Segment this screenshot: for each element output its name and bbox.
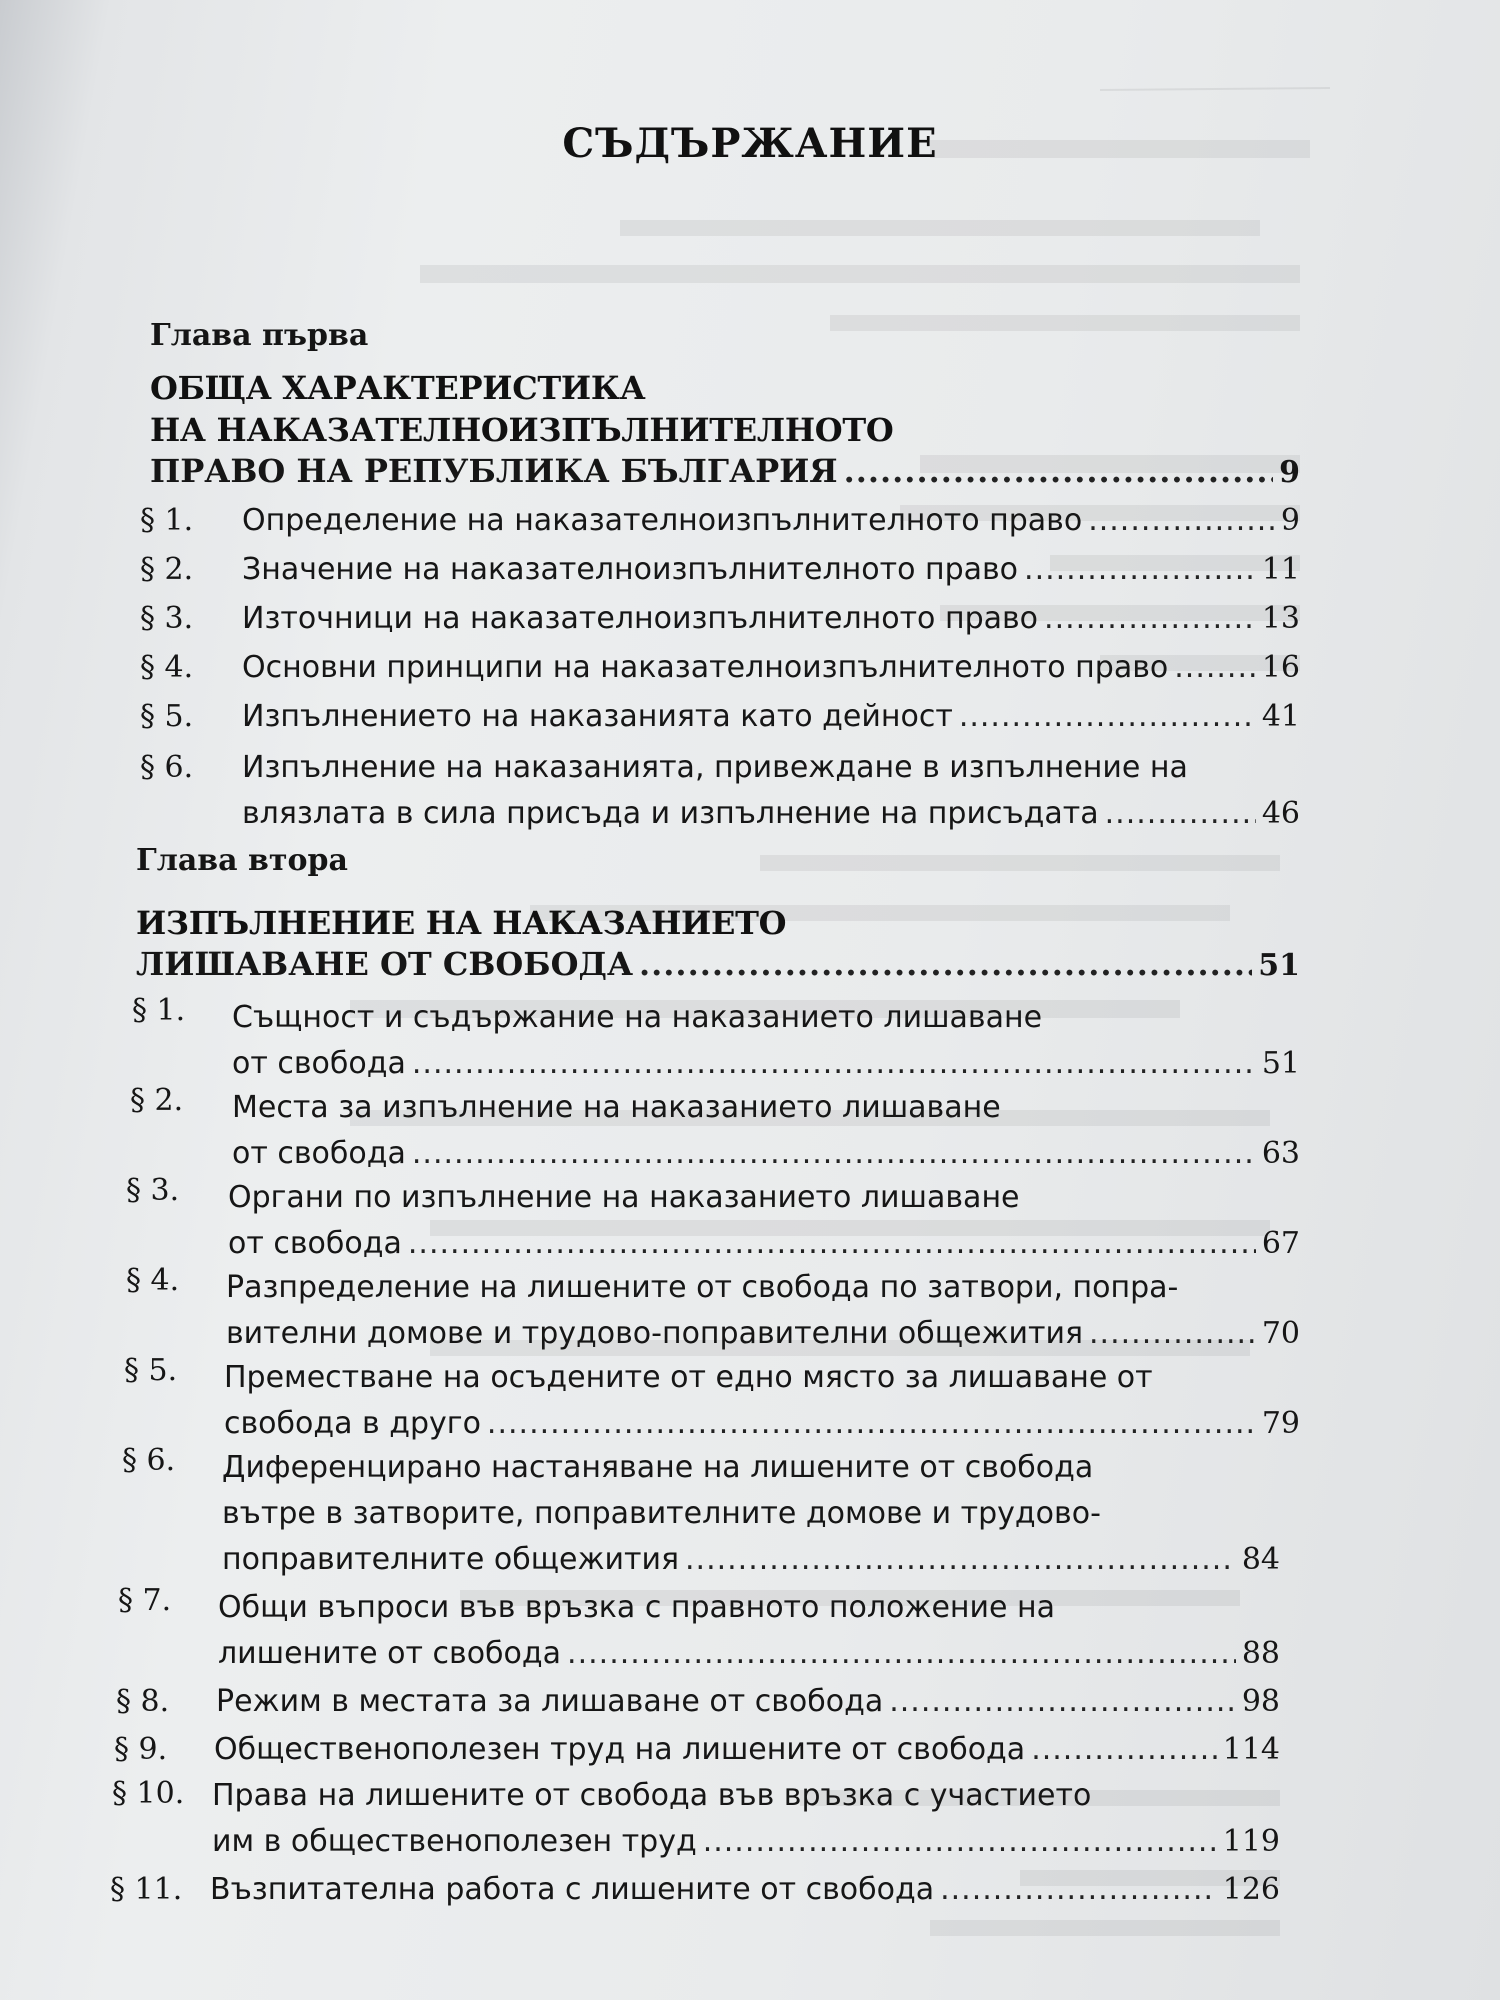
chapter-1-page: 9 <box>1279 455 1300 490</box>
toc-entry <box>212 1824 1280 1859</box>
chapter-2-heading-line-1: ИЗПЪЛНЕНИЕ НА НАКАЗАНИЕТО <box>136 904 787 942</box>
section-number: § 4. <box>140 650 194 685</box>
leader-dots <box>567 1636 1236 1671</box>
section-title-line: Диференцирано настаняване на лишените от свобода <box>222 1450 1094 1485</box>
section-number: § 2. <box>140 552 194 587</box>
leader-dots <box>412 1046 1256 1081</box>
toc-entry <box>232 1136 1300 1171</box>
toc-entry <box>228 1226 1300 1261</box>
section-title: Общественополезен труд на лишените от свобода <box>214 1732 1026 1767</box>
leader-dots <box>1088 503 1275 538</box>
chapter-1-label: Глава първа <box>150 318 369 353</box>
chapter-2-label: Глава втора <box>136 843 348 878</box>
section-title: вителни домове и трудово-поправителни общежития <box>226 1316 1084 1351</box>
section-number: § 7. <box>118 1583 172 1618</box>
section-title: Значение на наказателноизпълнителното право <box>242 552 1019 587</box>
section-number: § 1. <box>132 993 186 1028</box>
toc-entry <box>218 1636 1280 1671</box>
page-number: 13 <box>1261 601 1300 636</box>
section-title: поправителните общежития <box>222 1542 679 1577</box>
leader-dots <box>408 1226 1256 1261</box>
section-title-line: Права на лишените от свобода във връзка с участието <box>212 1778 1092 1813</box>
section-title-line: вътре в затворите, поправителните домове и трудово- <box>222 1496 1101 1531</box>
section-title: Източници на наказателноизпълнителното право <box>242 601 1039 636</box>
section-title-line: Общи въпроси във връзка с правното положение на <box>218 1590 1055 1625</box>
section-number: § 8. <box>116 1684 170 1719</box>
toc-entry <box>242 796 1300 831</box>
page-number: 63 <box>1261 1136 1300 1171</box>
section-number: § 3. <box>140 601 194 636</box>
toc-entry <box>232 1046 1300 1081</box>
section-number: § 6. <box>122 1443 176 1478</box>
leader-dots <box>639 945 1252 983</box>
section-title: свобода в друго <box>224 1406 481 1441</box>
leader-dots <box>1024 552 1256 587</box>
toc-entry <box>214 1732 1280 1767</box>
page-number: 126 <box>1222 1872 1280 1907</box>
leader-dots <box>487 1406 1256 1441</box>
section-number: § 11. <box>110 1872 183 1907</box>
section-number: § 5. <box>140 699 194 734</box>
chapter-1-heading-last: ПРАВО НА РЕПУБЛИКА БЪЛГАРИЯ <box>150 452 838 490</box>
leader-dots <box>959 699 1256 734</box>
section-number: § 3. <box>126 1173 180 1208</box>
toc-entry <box>222 1542 1280 1577</box>
leader-dots <box>940 1872 1217 1907</box>
toc-entry <box>242 650 1300 685</box>
section-title: им в общественополезен труд <box>212 1824 697 1859</box>
page-number: 119 <box>1222 1824 1280 1859</box>
chapter-1-heading-line-2: НА НАКАЗАТЕЛНОИЗПЪЛНИТЕЛНОТО <box>150 411 894 449</box>
leader-dots <box>1089 1316 1256 1351</box>
page-number: 79 <box>1261 1406 1300 1441</box>
section-title: влязлата в сила присъда и изпълнение на присъдата <box>242 796 1099 831</box>
section-title: Възпитателна работа с лишените от свобода <box>210 1872 935 1907</box>
section-title: от свобода <box>228 1226 402 1261</box>
section-title-line: Разпределение на лишените от свобода по затвори, попра- <box>226 1270 1179 1305</box>
section-number: § 10. <box>112 1776 185 1811</box>
leader-dots <box>412 1136 1256 1171</box>
page-number: 16 <box>1261 650 1300 685</box>
toc-entry <box>242 699 1300 734</box>
leader-dots <box>703 1824 1217 1859</box>
leader-dots <box>685 1542 1236 1577</box>
section-title-line: Преместване на осъдените от едно място за лишаване от <box>224 1360 1153 1395</box>
section-title-line: Места за изпълнение на наказанието лишаване <box>232 1090 1001 1125</box>
page-number: 88 <box>1241 1636 1280 1671</box>
leader-dots <box>1031 1732 1217 1767</box>
section-title: Изпълнението на наказанията като дейност <box>242 699 953 734</box>
section-number: § 4. <box>126 1263 180 1298</box>
leader-dots <box>1044 601 1256 636</box>
section-title: Определение на наказателноизпълнителното право <box>242 503 1083 538</box>
toc-entry <box>216 1684 1280 1719</box>
toc-entry <box>242 503 1300 538</box>
section-number: § 1. <box>140 503 194 538</box>
section-title: Основни принципи на наказателноизпълнителното право <box>242 650 1169 685</box>
section-number: § 5. <box>124 1353 178 1388</box>
page-number: 46 <box>1261 796 1300 831</box>
chapter-1-heading-line-3 <box>150 452 1300 490</box>
section-title: от свобода <box>232 1136 406 1171</box>
page-number: 70 <box>1261 1316 1300 1351</box>
section-number: § 9. <box>114 1732 168 1767</box>
section-title: от свобода <box>232 1046 406 1081</box>
page-number: 84 <box>1241 1542 1280 1577</box>
toc-entry <box>224 1406 1300 1441</box>
leader-dots <box>1174 650 1256 685</box>
page-number: 51 <box>1261 1046 1300 1081</box>
toc-entry <box>242 552 1300 587</box>
section-title-line: Изпълнение на наказанията, привеждане в изпълнение на <box>242 750 1188 785</box>
page-number: 98 <box>1241 1684 1280 1719</box>
chapter-2-heading-line-2 <box>136 945 1300 983</box>
chapter-2-page: 51 <box>1258 948 1300 983</box>
page-number: 114 <box>1222 1732 1280 1767</box>
leader-dots <box>844 452 1274 490</box>
page-number: 11 <box>1261 552 1300 587</box>
chapter-2-heading-last: ЛИШАВАНЕ ОТ СВОБОДА <box>136 945 633 983</box>
section-number: § 6. <box>140 750 194 785</box>
section-number: § 2. <box>130 1083 184 1118</box>
chapter-1-heading-line-1: ОБЩА ХАРАКТЕРИСТИКА <box>150 369 646 407</box>
toc-entry <box>210 1872 1280 1907</box>
page-title: СЪДЪРЖАНИЕ <box>562 120 938 167</box>
toc-entry <box>242 601 1300 636</box>
leader-dots <box>1105 796 1256 831</box>
page-number: 9 <box>1280 503 1300 538</box>
page-number: 41 <box>1261 699 1300 734</box>
toc-entry <box>226 1316 1300 1351</box>
section-title: лишените от свобода <box>218 1636 562 1671</box>
leader-dots <box>889 1684 1236 1719</box>
section-title: Режим в местата за лишаване от свобода <box>216 1684 884 1719</box>
section-title-line: Органи по изпълнение на наказанието лишаване <box>228 1180 1020 1215</box>
section-title-line: Същност и съдържание на наказанието лишаване <box>232 1000 1043 1035</box>
page-number: 67 <box>1261 1226 1300 1261</box>
